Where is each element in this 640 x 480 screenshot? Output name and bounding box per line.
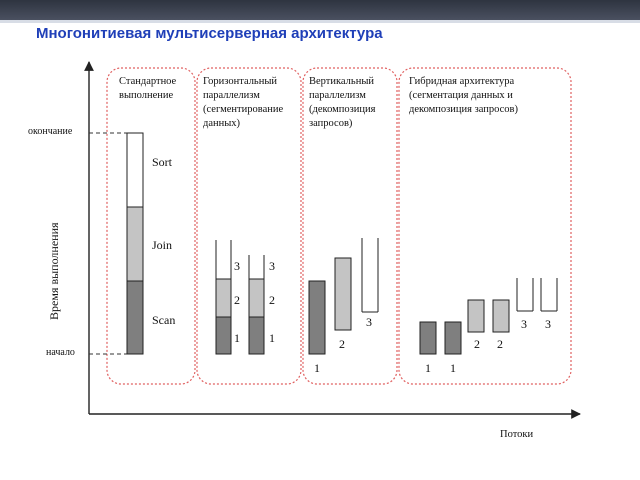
hybrid-bar-2 xyxy=(445,322,461,354)
hybrid-label: 1 xyxy=(425,361,431,375)
horizontal-label: 2 xyxy=(269,293,275,307)
vertical-label: 1 xyxy=(314,361,320,375)
horizontal-label: 1 xyxy=(234,331,240,345)
hybrid-bar-4 xyxy=(493,300,509,332)
standard-join-segment xyxy=(127,207,143,281)
panel-vertical-title: Вертикальный параллелизм (декомпозиция запросов) xyxy=(309,76,376,129)
hybrid-label: 2 xyxy=(497,337,503,351)
horizontal-label: 2 xyxy=(234,293,240,307)
vertical-bar-1 xyxy=(309,281,325,354)
horizontal-label: 1 xyxy=(269,331,275,345)
hybrid-bar-1 xyxy=(420,322,436,354)
time-axis-label: Время выполнения xyxy=(47,222,61,320)
standard-join-label: Join xyxy=(152,238,173,252)
panel-horizontal-title: Горизонтальный параллелизм (сегментирование данных) xyxy=(203,76,284,129)
end-label: окончание xyxy=(28,126,73,137)
horizontal-label: 3 xyxy=(269,259,275,273)
horizontal-bar-2 xyxy=(249,255,264,354)
horizontal-bar-1 xyxy=(216,240,231,354)
start-label: начало xyxy=(46,347,75,358)
standard-scan-segment xyxy=(127,281,143,354)
hybrid-label: 3 xyxy=(521,317,527,331)
standard-sort-segment xyxy=(127,133,143,207)
vertical-label: 3 xyxy=(366,315,372,329)
horizontal-label: 3 xyxy=(234,259,240,273)
panel-standard xyxy=(107,68,195,384)
hybrid-label: 2 xyxy=(474,337,480,351)
standard-sort-label: Sort xyxy=(152,155,173,169)
hybrid-label: 3 xyxy=(545,317,551,331)
panel-standard-title: Стандартное выполнение xyxy=(119,76,177,101)
hybrid-bar-5 xyxy=(517,278,533,311)
standard-scan-label: Scan xyxy=(152,313,176,327)
slide-title: Многонитиевая мультисерверная архитектура xyxy=(36,25,383,42)
hybrid-bar-6 xyxy=(541,278,557,311)
threads-axis-label: Потоки xyxy=(500,429,534,440)
vertical-bar-2 xyxy=(335,258,351,330)
hybrid-bar-3 xyxy=(468,300,484,332)
vertical-label: 2 xyxy=(339,337,345,351)
vertical-bar-3 xyxy=(362,238,378,312)
panel-hybrid-title: Гибридная архитектура (сегментация данных и декомпозиция запросов) xyxy=(409,76,519,115)
hybrid-label: 1 xyxy=(450,361,456,375)
